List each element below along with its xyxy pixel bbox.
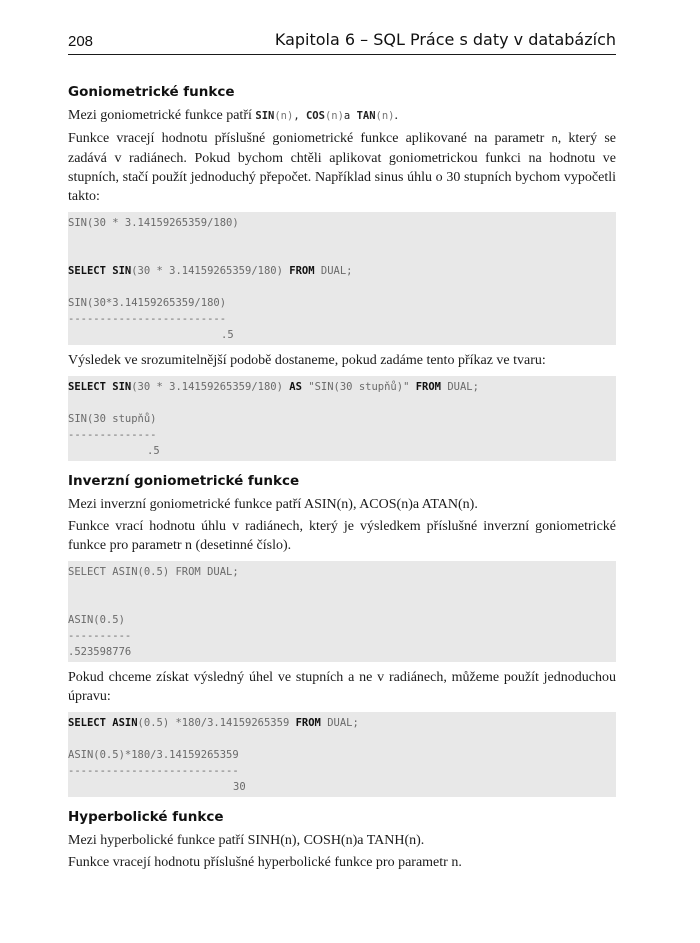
code-text: (30 * 3.14159265359/180)	[131, 265, 290, 277]
intro-end: .	[394, 108, 398, 123]
code-keyword: SELECT SIN	[68, 381, 132, 393]
code-keyword: FROM	[289, 265, 315, 277]
result-value	[68, 779, 610, 795]
separator: a	[343, 110, 357, 122]
paragraph-goniometric-intro	[68, 106, 616, 126]
paragraph-goniometric-explanation	[68, 129, 616, 206]
result-header: ASIN(0.5)*180/3.14159265359	[68, 749, 239, 761]
result-header: SIN(30 stupňů)	[68, 413, 157, 425]
fn-cos: COS	[305, 110, 325, 122]
chapter-title: Kapitola 6 – SQL Práce s daty v databázích	[274, 30, 616, 49]
fn-cos-arg: (n)	[324, 110, 344, 122]
section-heading-inverse: Inverzní goniometrické funkce	[68, 473, 300, 489]
result-value	[68, 327, 610, 343]
separator: ,	[293, 110, 306, 122]
paragraph-inverse-intro: Mezi inverzní goniometrické funkce patří ASIN(n), ACOS(n)a ATAN(n).	[68, 497, 478, 512]
code-keyword: AS	[289, 381, 302, 393]
code-text: (0.5)	[137, 717, 176, 729]
inline-code-functions	[255, 110, 394, 122]
fn-sin: SIN	[255, 110, 275, 122]
fn-sin-arg: (n)	[274, 110, 294, 122]
code-text: *180/3.14159265359	[175, 717, 296, 729]
result-header: SIN(30*3.14159265359/180)	[68, 297, 227, 309]
code-gap	[68, 231, 610, 263]
code-keyword: FROM	[415, 381, 442, 393]
code-gap	[68, 279, 610, 295]
code-gap	[68, 731, 610, 747]
fn-tan-arg: (n)	[375, 110, 395, 122]
code-keyword: FROM	[295, 717, 321, 729]
result-value-text: .5	[221, 329, 234, 341]
code-text: "SIN(30 stupňů)"	[301, 381, 416, 393]
code-block-asin-degrees	[68, 712, 616, 797]
code-block-sin	[68, 212, 616, 345]
paragraph-hyperbolic-intro: Mezi hyperbolické funkce patří SINH(n), COSH(n)a TANH(n).	[68, 833, 425, 848]
page-number: 208	[68, 33, 94, 50]
result-separator: --------------	[68, 429, 157, 441]
result-value	[68, 443, 610, 459]
paragraph-readable-result: Výsledek ve srozumitelnější podobě dostaneme, pokud zadáme tento příkaz ve tvaru:	[68, 353, 546, 368]
code-text: DUAL;	[441, 381, 479, 393]
code-text: (30 * 3.14159265359/180)	[131, 381, 290, 393]
code-line	[68, 715, 610, 731]
result-value-text: .5	[147, 445, 160, 457]
page-header	[68, 30, 616, 55]
code-block-sin-alias	[68, 376, 616, 461]
section-heading-goniometric: Goniometrické funkce	[68, 84, 235, 100]
result-value: .523598776	[68, 646, 132, 658]
para-text: Funkce vracejí hodnotu příslušné goniometrické funkce aplikované na parametr	[68, 131, 545, 146]
code-line: SELECT ASIN(0.5) FROM DUAL;	[68, 566, 239, 578]
result-value-text: 30	[233, 781, 246, 793]
code-text: DUAL;	[320, 717, 359, 729]
code-line	[68, 379, 610, 395]
section-hyperbolic	[68, 807, 616, 872]
result-separator: -------------------------	[68, 313, 227, 325]
code-text: DUAL;	[314, 265, 353, 277]
fn-tan: TAN	[356, 110, 376, 122]
paragraph-hyperbolic-explanation: Funkce vracejí hodnotu příslušné hyperbolické funkce pro parametr n.	[68, 855, 462, 870]
intro-text: Mezi goniometrické funkce patří	[68, 108, 252, 123]
inline-param: n	[551, 133, 558, 145]
result-separator: ---------------------------	[68, 765, 239, 777]
paragraph-degrees: Pokud chceme získat výsledný úhel ve stupních a ne v radiánech, můžeme použít jednoduchou úpravu:	[68, 670, 616, 704]
code-block-asin	[68, 561, 616, 662]
page-content	[68, 82, 616, 875]
code-line: SIN(30 * 3.14159265359/180)	[68, 217, 239, 229]
result-header: ASIN(0.5)	[68, 614, 125, 626]
code-keyword: SELECT SIN	[68, 265, 132, 277]
code-gap	[68, 395, 610, 411]
section-inverse	[68, 471, 616, 797]
section-heading-hyperbolic: Hyperbolické funkce	[68, 809, 224, 825]
code-keyword: SELECT ASIN	[68, 717, 138, 729]
code-line	[68, 263, 610, 279]
result-separator: ----------	[68, 630, 132, 642]
para-text: , který se zadává v radiánech. Pokud bychom chtěli aplikovat goniometrickou funkci na hodnotu ve stupních, stačí použít jednoduchý přepočet. Například sinus úhlu o 30 stupních bychom vypočetli takto:	[68, 131, 616, 204]
paragraph-inverse-explanation: Funkce vrací hodnotu úhlu v radiánech, který je výsledkem příslušné inverzní goniometrické funkce pro parametr n (desetinné číslo).	[68, 519, 616, 553]
code-gap	[68, 580, 610, 612]
